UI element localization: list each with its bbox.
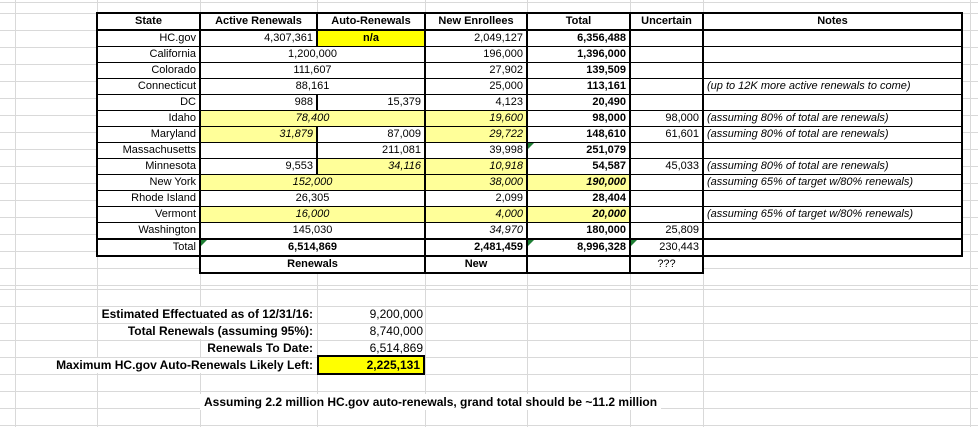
cell-rhode-island-active-auto-merged[interactable]: 26,305 bbox=[200, 191, 425, 207]
cell-california-active-auto-merged[interactable]: 1,200,000 bbox=[200, 47, 425, 63]
cell-connecticut-total[interactable]: 113,161 bbox=[527, 79, 630, 95]
cell-california-state[interactable]: California bbox=[97, 47, 200, 63]
table-body bbox=[97, 30, 962, 273]
row-washington bbox=[97, 223, 962, 240]
col-header-total[interactable]: Total bbox=[527, 13, 630, 30]
cell-connecticut-new-enrollees[interactable]: 25,000 bbox=[425, 79, 527, 95]
footer-total-blank[interactable] bbox=[527, 256, 630, 273]
row-connecticut bbox=[97, 79, 962, 95]
cell-california-uncertain[interactable] bbox=[630, 47, 703, 63]
row-new-york bbox=[97, 175, 962, 191]
cell-massachusetts-new-enrollees[interactable]: 39,998 bbox=[425, 143, 527, 159]
cell-washington-uncertain[interactable]: 25,809 bbox=[630, 223, 703, 240]
cell-washington-active-auto-merged[interactable]: 145,030 bbox=[200, 223, 425, 240]
cell-total-notes[interactable] bbox=[703, 239, 962, 256]
row-colorado bbox=[97, 63, 962, 79]
gridline bbox=[970, 0, 971, 427]
cell-massachusetts-uncertain[interactable] bbox=[630, 143, 703, 159]
row-maryland bbox=[97, 127, 962, 143]
cell-washington-notes[interactable] bbox=[703, 223, 962, 240]
cell-massachusetts-auto-renewals[interactable]: 211,081 bbox=[317, 143, 425, 159]
cell-new-york-uncertain[interactable] bbox=[630, 175, 703, 191]
cell-minnesota-total[interactable]: 54,587 bbox=[527, 159, 630, 175]
cell-idaho-active-auto-merged[interactable]: 78,400 bbox=[200, 111, 425, 127]
cell-rhode-island-notes[interactable] bbox=[703, 191, 962, 207]
summary-value-1[interactable]: 9,200,000 bbox=[323, 307, 423, 322]
cell-california-total[interactable]: 1,396,000 bbox=[527, 47, 630, 63]
cell-hc-gov-active-renewals[interactable]: 4,307,361 bbox=[200, 30, 317, 47]
cell-new-york-state[interactable]: New York bbox=[97, 175, 200, 191]
cell-idaho-total[interactable]: 98,000 bbox=[527, 111, 630, 127]
cell-massachusetts-total[interactable]: 251,079 bbox=[527, 143, 630, 159]
cell-dc-new-enrollees[interactable]: 4,123 bbox=[425, 95, 527, 111]
summary-value-2[interactable]: 8,740,000 bbox=[323, 324, 423, 339]
cell-total-new-enrollees[interactable]: 2,481,459 bbox=[425, 239, 527, 256]
cell-vermont-total[interactable]: 20,000 bbox=[527, 207, 630, 223]
cell-maryland-new-enrollees[interactable]: 29,722 bbox=[425, 127, 527, 143]
cell-maryland-auto-renewals[interactable]: 87,009 bbox=[317, 127, 425, 143]
cell-vermont-state[interactable]: Vermont bbox=[97, 207, 200, 223]
cell-massachusetts-active-renewals[interactable] bbox=[200, 143, 317, 159]
cell-idaho-state[interactable]: Idaho bbox=[97, 111, 200, 127]
gridline bbox=[0, 425, 978, 426]
cell-new-york-notes[interactable]: (assuming 65% of target w/80% renewals) bbox=[703, 175, 962, 191]
cell-maryland-notes[interactable]: (assuming 80% of total are renewals) bbox=[703, 127, 962, 143]
cell-dc-state[interactable]: DC bbox=[97, 95, 200, 111]
cell-rhode-island-total[interactable]: 28,404 bbox=[527, 191, 630, 207]
cell-maryland-active-renewals[interactable]: 31,879 bbox=[200, 127, 317, 143]
cell-colorado-state[interactable]: Colorado bbox=[97, 63, 200, 79]
cell-dc-uncertain[interactable] bbox=[630, 95, 703, 111]
cell-vermont-uncertain[interactable] bbox=[630, 207, 703, 223]
col-header-state[interactable]: State bbox=[97, 13, 200, 30]
cell-california-notes[interactable] bbox=[703, 47, 962, 63]
cell-washington-total[interactable]: 180,000 bbox=[527, 223, 630, 240]
cell-total-state[interactable]: Total bbox=[97, 239, 200, 256]
cell-minnesota-state[interactable]: Minnesota bbox=[97, 159, 200, 175]
cell-connecticut-state[interactable]: Connecticut bbox=[97, 79, 200, 95]
row-hc-gov bbox=[97, 30, 962, 47]
row-rhode-island bbox=[97, 191, 962, 207]
row-column-labels bbox=[97, 256, 962, 273]
cell-rhode-island-state[interactable]: Rhode Island bbox=[97, 191, 200, 207]
footer-new-label[interactable]: New bbox=[425, 256, 527, 273]
row-vermont bbox=[97, 207, 962, 223]
row-total bbox=[97, 239, 962, 256]
cell-maryland-uncertain[interactable]: 61,601 bbox=[630, 127, 703, 143]
row-minnesota bbox=[97, 159, 962, 175]
cell-idaho-notes[interactable]: (assuming 80% of total are renewals) bbox=[703, 111, 962, 127]
cell-colorado-notes[interactable] bbox=[703, 63, 962, 79]
cell-connecticut-uncertain[interactable] bbox=[630, 79, 703, 95]
cell-minnesota-auto-renewals[interactable]: 34,116 bbox=[317, 159, 425, 175]
cell-rhode-island-new-enrollees[interactable]: 2,099 bbox=[425, 191, 527, 207]
row-massachusetts bbox=[97, 143, 962, 159]
summary-row bbox=[0, 307, 430, 322]
summary-label-1[interactable]: Estimated Effectuated as of 12/31/16: bbox=[101, 307, 313, 321]
cell-vermont-new-enrollees[interactable]: 4,000 bbox=[425, 207, 527, 223]
table-header bbox=[97, 13, 962, 30]
cell-dc-total[interactable]: 20,490 bbox=[527, 95, 630, 111]
cell-dc-notes[interactable] bbox=[703, 95, 962, 111]
cell-minnesota-active-renewals[interactable]: 9,553 bbox=[200, 159, 317, 175]
col-header-notes[interactable]: Notes bbox=[703, 13, 962, 30]
cell-new-york-active-auto-merged[interactable]: 152,000 bbox=[200, 175, 425, 191]
footer-ghost-right bbox=[703, 256, 962, 273]
cell-dc-auto-renewals[interactable]: 15,379 bbox=[317, 95, 425, 111]
gridline bbox=[0, 2, 978, 3]
cell-total-active-auto-merged[interactable]: 6,514,869 bbox=[200, 239, 425, 256]
footer-renewals-label[interactable]: Renewals bbox=[200, 256, 425, 273]
row-idaho bbox=[97, 111, 962, 127]
cell-minnesota-notes[interactable]: (assuming 80% of total are renewals) bbox=[703, 159, 962, 175]
row-dc bbox=[97, 95, 962, 111]
cell-connecticut-notes[interactable]: (up to 12K more active renewals to come) bbox=[703, 79, 962, 95]
gridline bbox=[0, 289, 978, 290]
summary-row bbox=[0, 358, 430, 373]
cell-hc-gov-new-enrollees[interactable]: 2,049,127 bbox=[425, 30, 527, 47]
cell-colorado-active-auto-merged[interactable]: 111,607 bbox=[200, 63, 425, 79]
cell-washington-new-enrollees[interactable]: 34,970 bbox=[425, 223, 527, 240]
cell-dc-active-renewals[interactable]: 988 bbox=[200, 95, 317, 111]
cell-minnesota-uncertain[interactable]: 45,033 bbox=[630, 159, 703, 175]
cell-hc-gov-notes[interactable] bbox=[703, 30, 962, 47]
cell-hc-gov-auto-renewals[interactable]: n/a bbox=[317, 30, 425, 47]
cell-idaho-uncertain[interactable]: 98,000 bbox=[630, 111, 703, 127]
cell-washington-state[interactable]: Washington bbox=[97, 223, 200, 240]
cell-idaho-new-enrollees[interactable]: 19,600 bbox=[425, 111, 527, 127]
summary-value-4[interactable]: 2,225,131 bbox=[317, 355, 425, 375]
cell-connecticut-active-auto-merged[interactable]: 88,161 bbox=[200, 79, 425, 95]
cell-vermont-notes[interactable]: (assuming 65% of target w/80% renewals) bbox=[703, 207, 962, 223]
footer-ghost-left bbox=[97, 256, 200, 273]
gridline bbox=[0, 285, 978, 286]
cell-colorado-uncertain[interactable] bbox=[630, 63, 703, 79]
state-table bbox=[96, 12, 963, 274]
cell-massachusetts-state[interactable]: Massachusetts bbox=[97, 143, 200, 159]
cell-minnesota-new-enrollees[interactable]: 10,918 bbox=[425, 159, 527, 175]
cell-total-total[interactable]: 8,996,328 bbox=[527, 239, 630, 256]
col-header-auto-renewals[interactable]: Auto-Renewals bbox=[317, 13, 425, 30]
row-california bbox=[97, 47, 962, 63]
footnote[interactable]: Assuming 2.2 million HC.gov auto-renewals, grand total should be ~11.2 million bbox=[200, 394, 661, 410]
summary-row bbox=[0, 324, 430, 339]
summary-row bbox=[0, 341, 430, 356]
cell-hc-gov-uncertain[interactable] bbox=[630, 30, 703, 47]
cell-new-york-total[interactable]: 190,000 bbox=[527, 175, 630, 191]
cell-hc-gov-total[interactable]: 6,356,488 bbox=[527, 30, 630, 47]
cell-colorado-new-enrollees[interactable]: 27,902 bbox=[425, 63, 527, 79]
cell-hc-gov-state[interactable]: HC.gov bbox=[97, 30, 200, 47]
summary-label-2[interactable]: Total Renewals (assuming 95%): bbox=[127, 324, 313, 338]
col-header-uncertain[interactable]: Uncertain bbox=[630, 13, 703, 30]
summary-value-3[interactable]: 6,514,869 bbox=[323, 341, 423, 356]
cell-new-york-new-enrollees[interactable]: 38,000 bbox=[425, 175, 527, 191]
footer-uncertain-label[interactable]: ??? bbox=[630, 256, 703, 273]
cell-colorado-total[interactable]: 139,509 bbox=[527, 63, 630, 79]
summary-label-3[interactable]: Renewals To Date: bbox=[207, 341, 313, 355]
col-header-new-enrollees[interactable]: New Enrollees bbox=[425, 13, 527, 30]
cell-maryland-state[interactable]: Maryland bbox=[97, 127, 200, 143]
col-header-active-renewals[interactable]: Active Renewals bbox=[200, 13, 317, 30]
cell-total-uncertain[interactable]: 230,443 bbox=[630, 239, 703, 256]
cell-massachusetts-notes[interactable] bbox=[703, 143, 962, 159]
gridline bbox=[0, 374, 978, 375]
cell-vermont-active-auto-merged[interactable]: 16,000 bbox=[200, 207, 425, 223]
cell-california-new-enrollees[interactable]: 196,000 bbox=[425, 47, 527, 63]
cell-maryland-total[interactable]: 148,610 bbox=[527, 127, 630, 143]
cell-rhode-island-uncertain[interactable] bbox=[630, 191, 703, 207]
gridline bbox=[0, 391, 978, 392]
summary-label-4[interactable]: Maximum HC.gov Auto-Renewals Likely Left: bbox=[56, 358, 313, 372]
